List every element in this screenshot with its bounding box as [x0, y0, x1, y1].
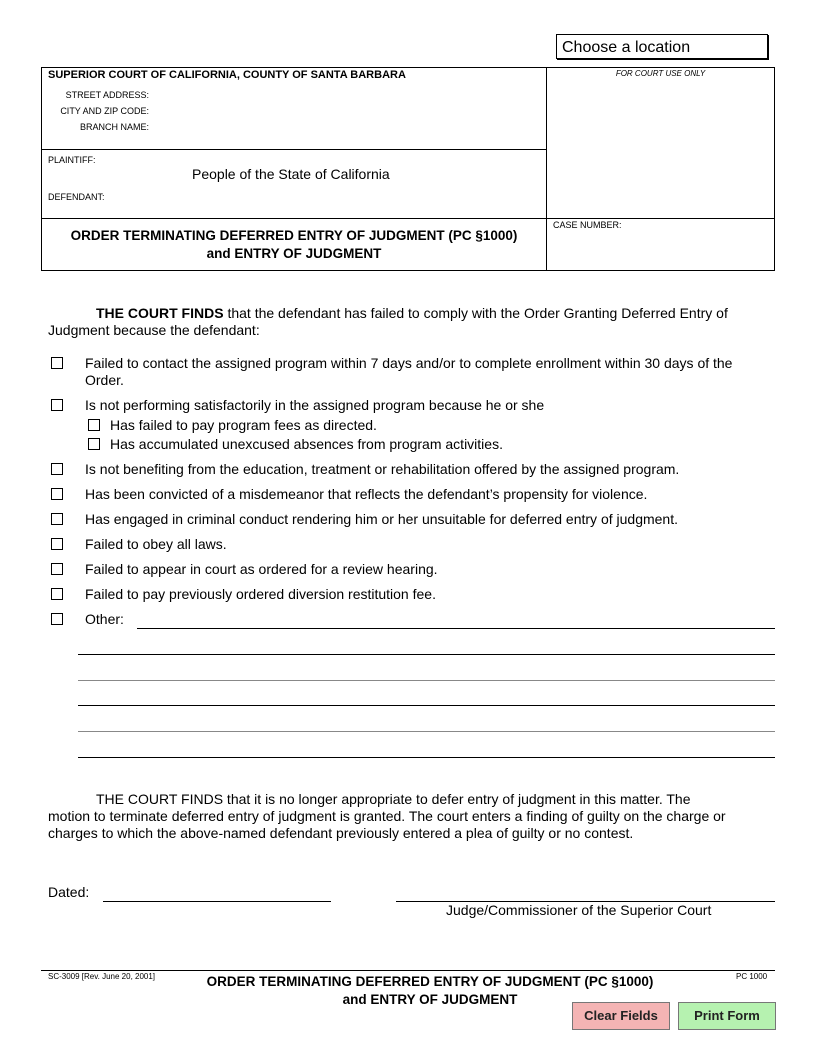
city-zip-label: CITY AND ZIP CODE:	[60, 106, 149, 116]
checkbox-misdemeanor[interactable]	[51, 488, 63, 500]
checkbox-unexcused-absences[interactable]	[88, 438, 100, 450]
form-title	[41, 227, 547, 263]
checkbox-appear-court[interactable]	[51, 563, 63, 575]
other-input-line-5[interactable]	[78, 731, 775, 732]
other-input-line-3[interactable]	[78, 680, 775, 681]
findings-intro-text2: Judgment because the defendant:	[48, 322, 260, 338]
judge-label: Judge/Commissioner of the Superior Court	[446, 902, 712, 918]
other-input-line-6[interactable]	[78, 757, 775, 758]
dated-label: Dated:	[48, 884, 90, 900]
location-select[interactable]: Choose a location	[556, 34, 768, 59]
finding-appear-court: Failed to appear in court as ordered for a review hearing.	[85, 561, 438, 577]
form-title-line2: and ENTRY OF JUDGMENT	[206, 246, 382, 261]
checkbox-failed-contact[interactable]	[51, 357, 63, 369]
court-name: SUPERIOR COURT OF CALIFORNIA, COUNTY OF SANTA BARBARA	[48, 69, 406, 81]
court-use-label: FOR COURT USE ONLY	[615, 69, 706, 78]
form-id: SC-3009 [Rev. June 20, 2001]	[48, 972, 156, 981]
conclusion-line2: motion to terminate deferred entry of judgment is granted. The court enters a finding of guilty on the charge or	[48, 808, 726, 824]
print-form-button[interactable]: Print Form	[678, 1002, 776, 1030]
footer-title-line1: ORDER TERMINATING DEFERRED ENTRY OF JUDGMENT (PC §1000)	[206, 974, 654, 989]
other-input-line-1[interactable]	[137, 628, 775, 629]
checkbox-restitution[interactable]	[51, 588, 63, 600]
checkbox-not-performing[interactable]	[51, 399, 63, 411]
street-address-label: STREET ADDRESS:	[65, 90, 149, 100]
finding-restitution: Failed to pay previously ordered diversion restitution fee.	[85, 586, 436, 602]
findings-intro	[48, 305, 770, 339]
checkbox-criminal-conduct[interactable]	[51, 513, 63, 525]
conclusion-paragraph	[48, 791, 770, 842]
checkbox-not-benefiting[interactable]	[51, 463, 63, 475]
findings-intro-text: that the defendant has failed to comply with the Order Granting Deferred Entry of	[223, 305, 728, 321]
clear-fields-button[interactable]: Clear Fields	[572, 1002, 670, 1030]
defendant-label: DEFENDANT:	[48, 192, 105, 202]
parties-box	[41, 149, 547, 219]
findings-intro-bold: THE COURT FINDS	[96, 305, 224, 321]
form-title-line1: ORDER TERMINATING DEFERRED ENTRY OF JUDGMENT (PC §1000)	[70, 228, 518, 243]
footer-rule	[41, 970, 775, 971]
sub-finding-unexcused-absences: Has accumulated unexcused absences from program activities.	[110, 436, 503, 452]
finding-obey-laws: Failed to obey all laws.	[85, 536, 227, 552]
footer-title-line2: and ENTRY OF JUDGMENT	[342, 992, 518, 1007]
conclusion-line1: THE COURT FINDS that it is no longer appropriate to defer entry of judgment in this matter. The	[96, 791, 691, 807]
court-use-box	[546, 67, 775, 219]
finding-other-label: Other:	[85, 611, 124, 627]
case-number-label: CASE NUMBER:	[553, 220, 622, 230]
finding-not-performing: Is not performing satisfactorily in the assigned program because he or she	[85, 397, 545, 413]
pc-code: PC 1000	[736, 972, 768, 981]
sub-finding-program-fees: Has failed to pay program fees as directed.	[110, 417, 377, 433]
finding-misdemeanor: Has been convicted of a misdemeanor that reflects the defendant’s propensity for violence.	[85, 486, 648, 502]
branch-name-label: BRANCH NAME:	[79, 122, 149, 132]
plaintiff-label: PLAINTIFF:	[48, 155, 96, 165]
finding-not-benefiting: Is not benefiting from the education, treatment or rehabilitation offered by the assigned program.	[85, 461, 680, 477]
checkbox-obey-laws[interactable]	[51, 538, 63, 550]
finding-criminal-conduct: Has engaged in criminal conduct rendering him or her unsuitable for deferred entry of judgment.	[85, 511, 678, 527]
checkbox-program-fees[interactable]	[88, 419, 100, 431]
plaintiff-value[interactable]: People of the State of California	[192, 166, 390, 182]
other-input-line-4[interactable]	[78, 705, 775, 706]
conclusion-line3: charges to which the above-named defendant previously entered a plea of guilty or no contest.	[48, 825, 634, 841]
checkbox-other[interactable]	[51, 613, 63, 625]
finding-failed-contact: Failed to contact the assigned program within 7 days and/or to complete enrollment within 30 days of the Order.	[85, 355, 733, 388]
dated-input-line[interactable]	[103, 901, 331, 902]
other-input-line-2[interactable]	[78, 654, 775, 655]
